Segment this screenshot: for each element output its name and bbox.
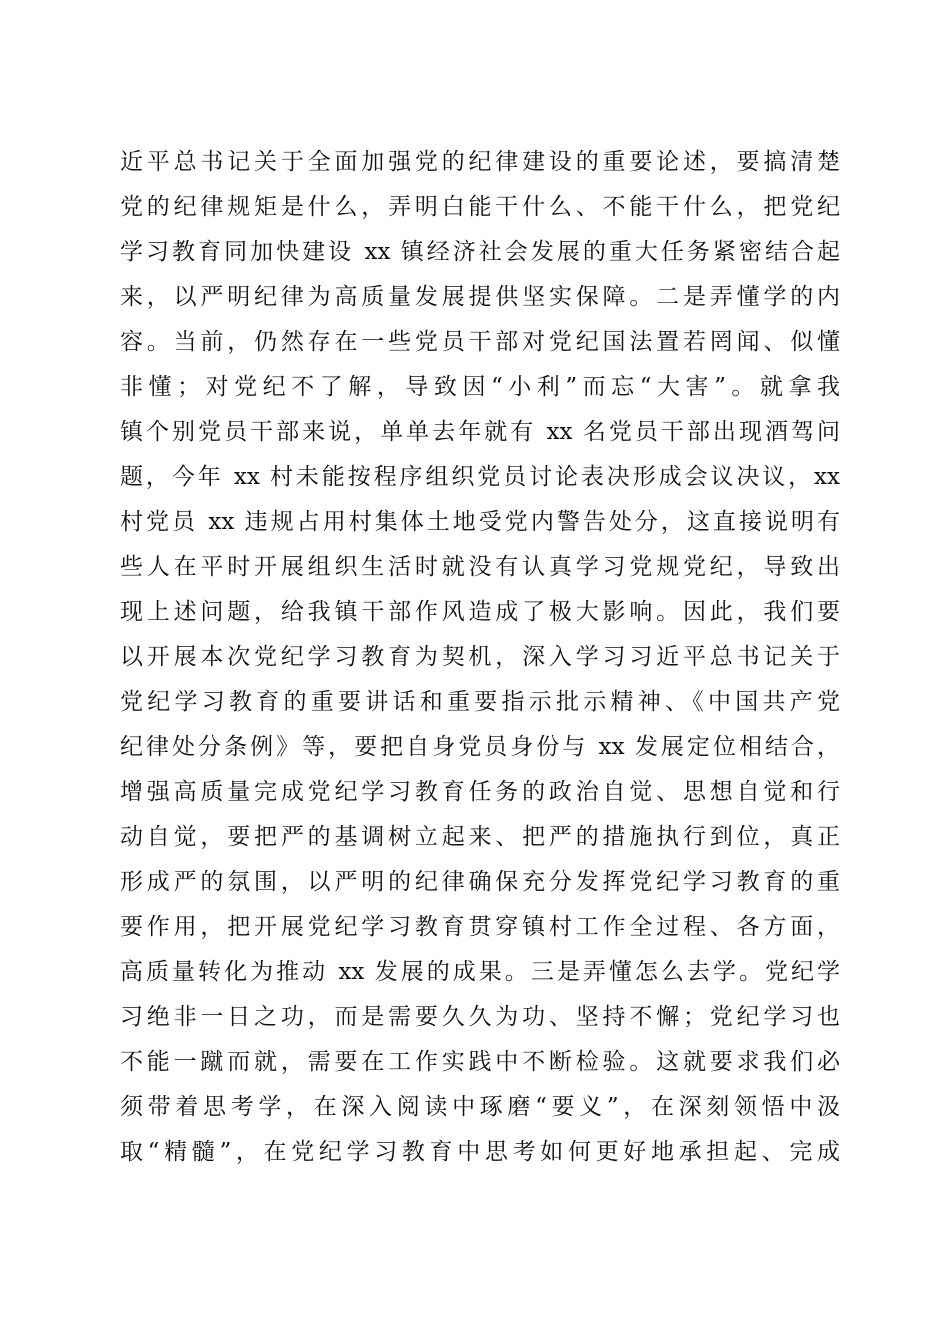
text-line: 党纪学习教育的重要讲话和重要指示批示精神、《中国共产党 — [120, 689, 840, 715]
text-line: 容。当前，仍然存在一些党员干部对党纪国法置若罔闻、似懂 — [120, 329, 840, 355]
text-line: 镇个别党员干部来说，单单去年就有 xx 名党员干部出现酒驾问 — [120, 419, 840, 445]
text-line: 非懂；对党纪不了解，导致因“小利”而忘“大害”。就拿我 — [120, 374, 840, 400]
text-line: 习绝非一日之功，而是需要久久为功、坚持不懈；党纪学习也 — [120, 1004, 840, 1030]
text-line: 学习教育同加快建设 xx 镇经济社会发展的重大任务紧密结合起 — [120, 239, 840, 265]
text-line: 现上述问题，给我镇干部作风造成了极大影响。因此，我们要 — [120, 599, 840, 625]
text-line: 形成严的氛围，以严明的纪律确保充分发挥党纪学习教育的重 — [120, 869, 840, 895]
text-line: 近平总书记关于全面加强党的纪律建设的重要论述，要搞清楚 — [120, 149, 840, 175]
text-line: 要作用，把开展党纪学习教育贯穿镇村工作全过程、各方面， — [120, 914, 840, 940]
text-line: 村党员 xx 违规占用村集体土地受党内警告处分，这直接说明有 — [120, 509, 840, 535]
text-line: 来，以严明纪律为高质量发展提供坚实保障。二是弄懂学的内 — [120, 284, 840, 310]
text-line: 高质量转化为推动 xx 发展的成果。三是弄懂怎么去学。党纪学 — [120, 959, 840, 985]
text-line: 党的纪律规矩是什么，弄明白能干什么、不能干什么，把党纪 — [120, 194, 840, 220]
text-line: 题，今年 xx 村未能按程序组织党员讨论表决形成会议决议，xx — [120, 464, 840, 490]
text-line: 些人在平时开展组织生活时就没有认真学习党规党纪，导致出 — [120, 554, 840, 580]
body-text — [120, 140, 840, 1175]
text-line: 增强高质量完成党纪学习教育任务的政治自觉、思想自觉和行 — [120, 779, 840, 805]
text-line: 不能一蹴而就，需要在工作实践中不断检验。这就要求我们必 — [120, 1049, 840, 1075]
text-line: 须带着思考学，在深入阅读中琢磨“要义”，在深刻领悟中汲 — [120, 1094, 840, 1120]
text-line: 动自觉，要把严的基调树立起来、把严的措施执行到位，真正 — [120, 824, 840, 850]
text-line: 纪律处分条例》等，要把自身党员身份与 xx 发展定位相结合， — [120, 734, 840, 760]
text-line: 取“精髓”，在党纪学习教育中思考如何更好地承担起、完成 — [120, 1139, 840, 1165]
text-line: 以开展本次党纪学习教育为契机，深入学习习近平总书记关于 — [120, 644, 840, 670]
